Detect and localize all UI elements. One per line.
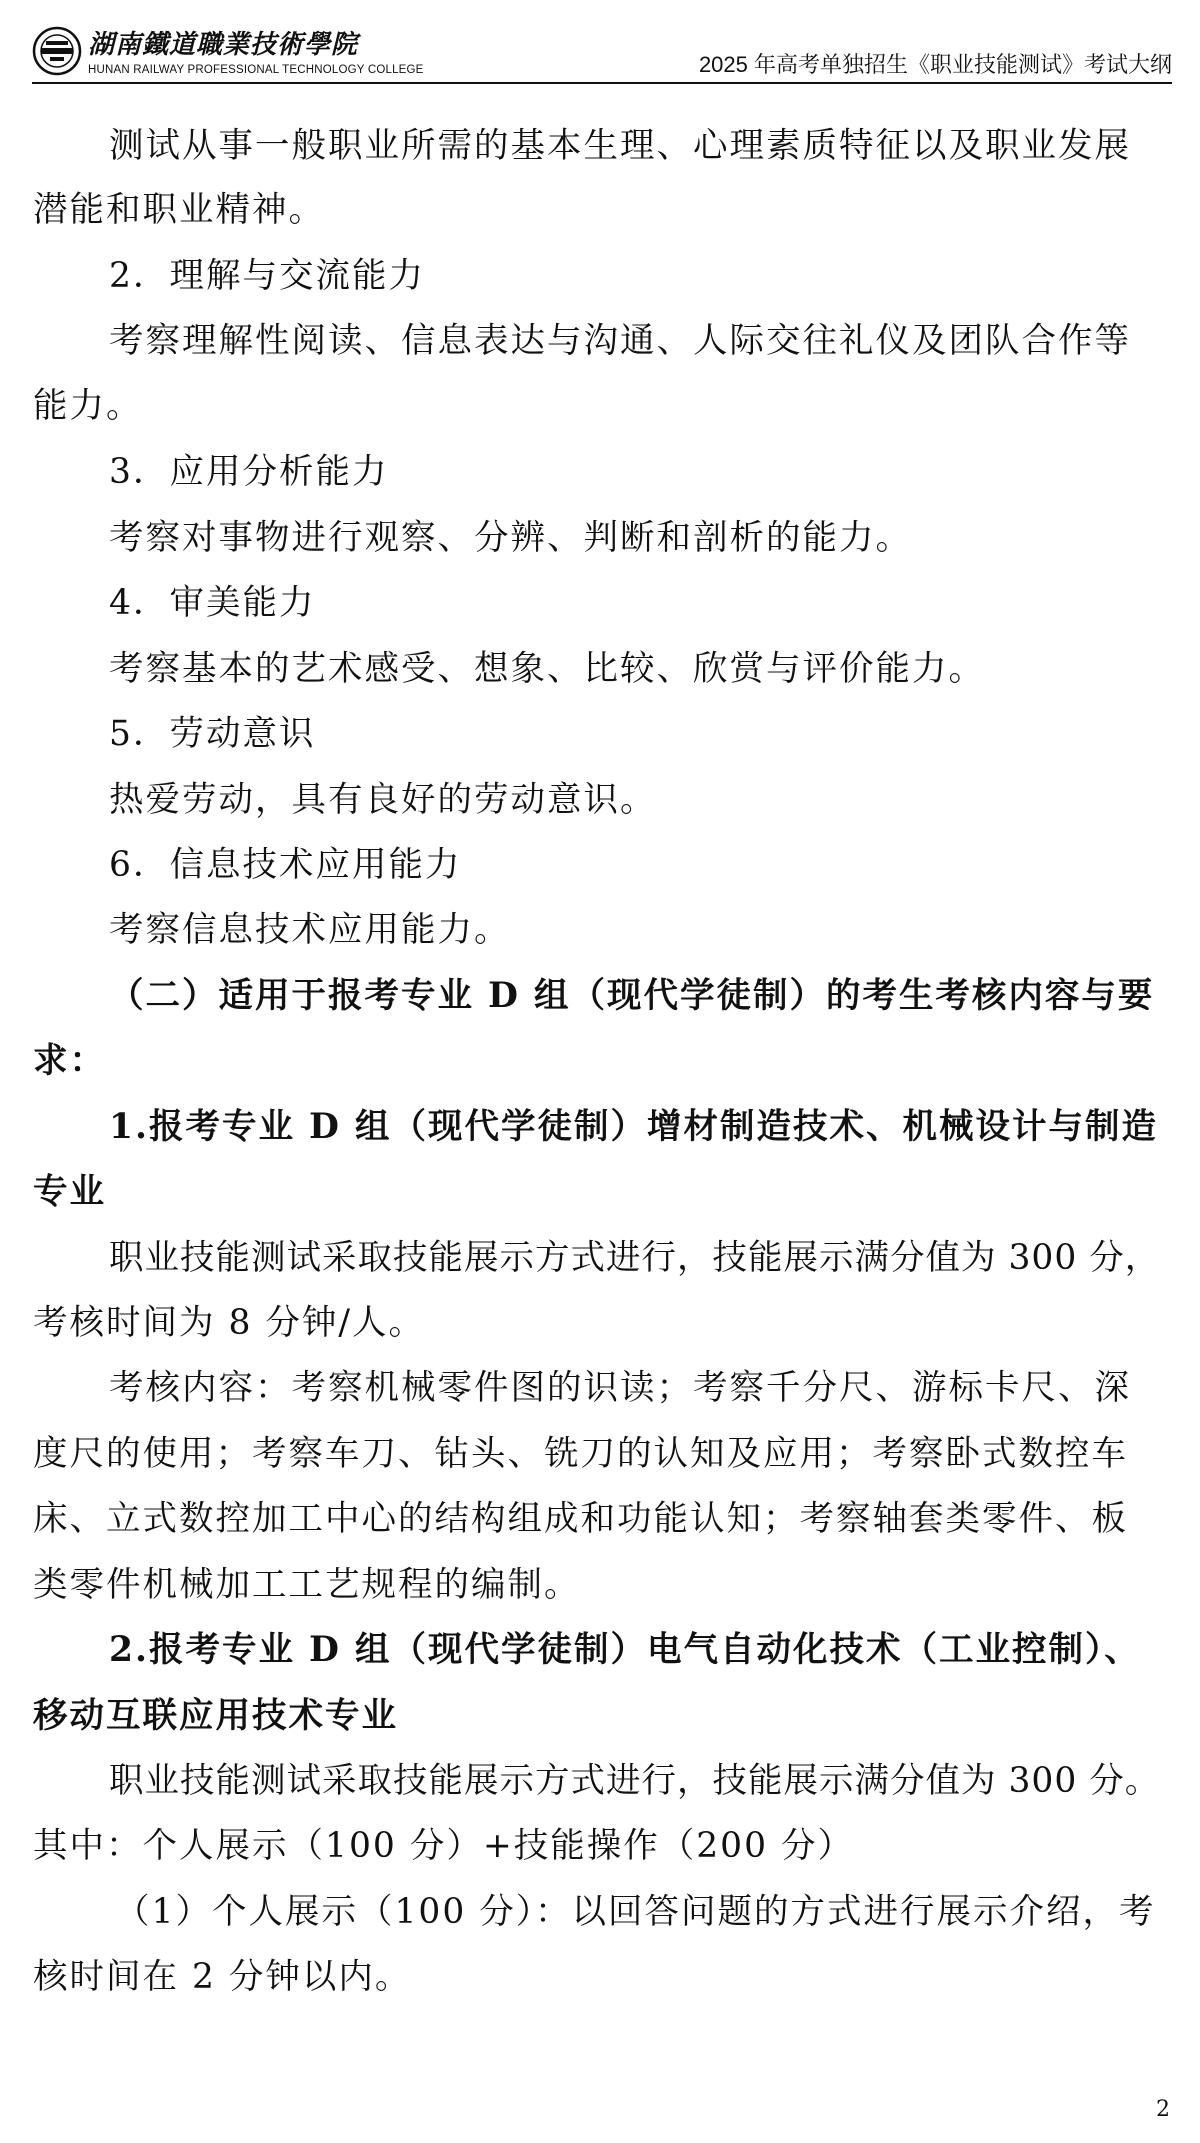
paragraph-line: 考察对事物进行观察、分辨、判断和剖析的能力。: [109, 518, 912, 558]
page-header: [32, 20, 1172, 86]
bold-heading: 求：: [33, 1041, 106, 1081]
school-name-en: HUNAN RAILWAY PROFESSIONAL TECHNOLOGY COLLEGE: [88, 64, 424, 76]
paragraph-line: 潜能和职业精神。: [33, 190, 325, 230]
bold-heading: 1.报考专业 D 组（现代学徒制）增材制造技术、机械设计与制造: [109, 1107, 1158, 1147]
paragraph-line: 测试从事一般职业所需的基本生理、心理素质特征以及职业发展: [109, 126, 1131, 166]
paragraph-line: 热爱劳动，具有良好的劳动意识。: [109, 780, 657, 820]
paragraph-line: （1）个人展示（100 分）：以回答问题的方式进行展示介绍，考: [115, 1892, 1156, 1932]
school-name-cn: 湖南鐵道職業技術學院: [88, 30, 359, 60]
bold-heading: （二）适用于报考专业 D 组（现代学徒制）的考生考核内容与要: [109, 976, 1155, 1016]
section-heading: 4．审美能力: [109, 583, 316, 623]
section-heading: 3．应用分析能力: [109, 452, 389, 492]
paragraph-line: 职业技能测试采取技能展示方式进行，技能展示满分值为 300 分，: [109, 1238, 1161, 1278]
paragraph-line: 度尺的使用；考察车刀、钻头、铣刀的认知及应用；考察卧式数控车: [33, 1434, 1128, 1474]
bold-heading: 2.报考专业 D 组（现代学徒制）电气自动化技术（工业控制）、: [109, 1630, 1141, 1670]
school-logo: [32, 20, 424, 82]
paragraph-line: 考察信息技术应用能力。: [109, 910, 511, 950]
page-number: 2: [1156, 2097, 1170, 2122]
paragraph-line: 考察理解性阅读、信息表达与沟通、人际交往礼仪及团队合作等: [109, 321, 1131, 361]
paragraph-line: 核时间在 2 分钟以内。: [33, 1957, 412, 1997]
paragraph-line: 职业技能测试采取技能展示方式进行，技能展示满分值为 300 分。: [109, 1761, 1161, 1801]
paragraph-line: 能力。: [33, 386, 143, 426]
paragraph-line: 考核时间为 8 分钟/人。: [33, 1303, 426, 1343]
paragraph-line: 考察基本的艺术感受、想象、比较、欣赏与评价能力。: [109, 649, 985, 689]
document-title: 2025 年高考单独招生《职业技能测试》考试大纲: [698, 52, 1172, 77]
bold-heading: 移动互联应用技术专业: [33, 1696, 398, 1736]
section-heading: 6．信息技术应用能力: [109, 845, 462, 885]
paragraph-line: 其中：个人展示（100 分）+技能操作（200 分）: [33, 1826, 855, 1866]
paragraph-line: 床、立式数控加工中心的结构组成和功能认知；考察轴套类零件、板: [33, 1499, 1128, 1539]
section-heading: 5．劳动意识: [109, 714, 316, 754]
bold-heading: 专业: [33, 1172, 106, 1212]
section-heading: 2．理解与交流能力: [109, 256, 425, 296]
header-divider: [32, 82, 1172, 84]
school-emblem-icon: [32, 26, 82, 76]
paragraph-line: 考核内容：考察机械零件图的识读；考察千分尺、游标卡尺、深: [109, 1368, 1131, 1408]
paragraph-line: 类零件机械加工工艺规程的编制。: [33, 1565, 581, 1605]
